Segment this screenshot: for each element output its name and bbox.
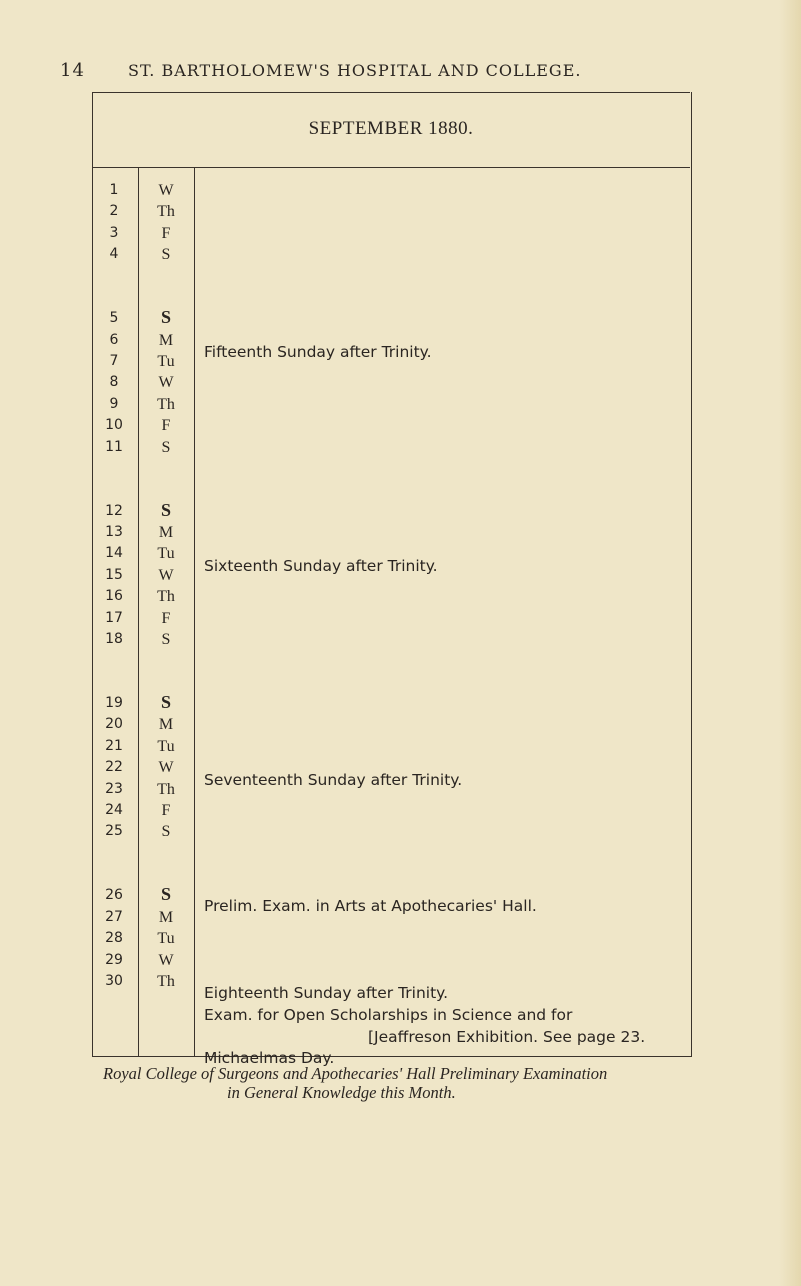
calendar-weekday: Th <box>157 395 175 413</box>
calendar-date: 9 <box>109 395 119 412</box>
calendar-weekday: S <box>161 823 171 841</box>
calendar-date: 16 <box>105 588 123 605</box>
calendar-date: 15 <box>105 566 123 583</box>
calendar-date: 17 <box>105 609 123 626</box>
calendar-date: 4 <box>109 246 119 263</box>
footnote-line-1: Royal College of Surgeons and Apothecaries' Hall Preliminary Examination <box>103 1064 608 1083</box>
event-line: [Jeaffreson Exhibition. See page 23. <box>368 1028 646 1046</box>
calendar-weekday: F <box>161 417 171 435</box>
calendar-date: 27 <box>105 908 123 925</box>
calendar-date: 1 <box>109 182 119 198</box>
calendar-date: 7 <box>109 353 119 369</box>
sunday-symbol: S <box>160 884 171 905</box>
calendar-weekday: M <box>158 908 174 926</box>
calendar-date: 5 <box>109 310 119 327</box>
event-line: Eighteenth Sunday after Trinity. <box>204 984 449 1002</box>
calendar-date: 8 <box>109 374 119 391</box>
calendar-weekday: F <box>161 224 171 242</box>
event-line: Prelim. Exam. in Arts at Apothecaries' Hall. <box>204 897 537 915</box>
calendar-date: 25 <box>105 823 123 840</box>
sunday-symbol: S <box>160 307 171 328</box>
event-line: Seventeenth Sunday after Trinity. <box>204 771 463 789</box>
calendar-weekday: Th <box>157 588 175 606</box>
calendar-weekday: Th <box>157 973 175 990</box>
calendar-weekday: M <box>158 716 174 734</box>
day-column-rule <box>194 167 195 1056</box>
event-line: Michaelmas Day. <box>204 1049 335 1067</box>
calendar-date: 2 <box>109 203 119 220</box>
calendar-date: 23 <box>105 780 123 797</box>
running-title: ST. BARTHOLOMEW'S HOSPITAL AND COLLEGE. <box>128 61 582 80</box>
calendar-date: 29 <box>105 951 123 968</box>
calendar-date: 13 <box>105 524 123 540</box>
calendar-date: 20 <box>105 716 123 733</box>
calendar-weekday: W <box>158 566 174 584</box>
sunday-symbol: S <box>160 692 171 712</box>
calendar-date: 11 <box>105 438 123 455</box>
calendar-weekday: W <box>158 951 174 969</box>
event-line: Fifteenth Sunday after Trinity. <box>204 343 432 361</box>
calendar-weekday: W <box>158 759 174 777</box>
calendar-weekday: F <box>161 609 171 627</box>
calendar-weekday: S <box>161 246 171 264</box>
calendar-weekday: M <box>158 524 174 541</box>
page-number: 14 <box>60 60 85 81</box>
header-rule <box>92 167 690 168</box>
calendar-weekday: Th <box>157 203 175 221</box>
calendar-weekday: W <box>158 182 174 199</box>
date-column-rule <box>138 167 139 1056</box>
calendar-date: 18 <box>105 631 123 647</box>
calendar-date: 12 <box>105 502 123 519</box>
calendar-weekday: Tu <box>157 353 175 370</box>
calendar-weekday: W <box>158 374 174 392</box>
calendar-date: 3 <box>109 224 119 241</box>
calendar-weekday: M <box>158 331 174 349</box>
calendar-date: 24 <box>105 802 123 818</box>
calendar-weekday: S <box>161 631 171 648</box>
calendar-date: 30 <box>105 973 123 989</box>
calendar-weekday: S <box>161 438 171 456</box>
footnote <box>103 1064 763 1102</box>
event-line: Sixteenth Sunday after Trinity. <box>204 557 438 575</box>
calendar-weekday: Th <box>157 780 175 798</box>
top-rule <box>92 92 690 93</box>
calendar-date: 22 <box>105 759 123 776</box>
month-title: SEPTEMBER 1880. <box>308 118 474 139</box>
calendar-date: 14 <box>105 545 123 562</box>
sunday-symbol: S <box>160 499 171 520</box>
calendar-date: 26 <box>105 887 123 904</box>
calendar-date: 6 <box>109 331 119 348</box>
event-line: Exam. for Open Scholarships in Science and for <box>204 1006 573 1024</box>
footnote-line-2: in General Knowledge this Month. <box>227 1083 456 1102</box>
calendar-date: 21 <box>105 737 123 754</box>
calendar-date: 28 <box>105 930 123 947</box>
calendar-date: 19 <box>105 695 123 711</box>
calendar-weekday: Tu <box>157 737 175 755</box>
calendar-weekday: F <box>161 802 171 819</box>
calendar-date: 10 <box>105 417 123 434</box>
page-edge <box>779 0 801 1286</box>
calendar-weekday: Tu <box>157 545 175 563</box>
calendar-weekday: Tu <box>157 930 175 948</box>
